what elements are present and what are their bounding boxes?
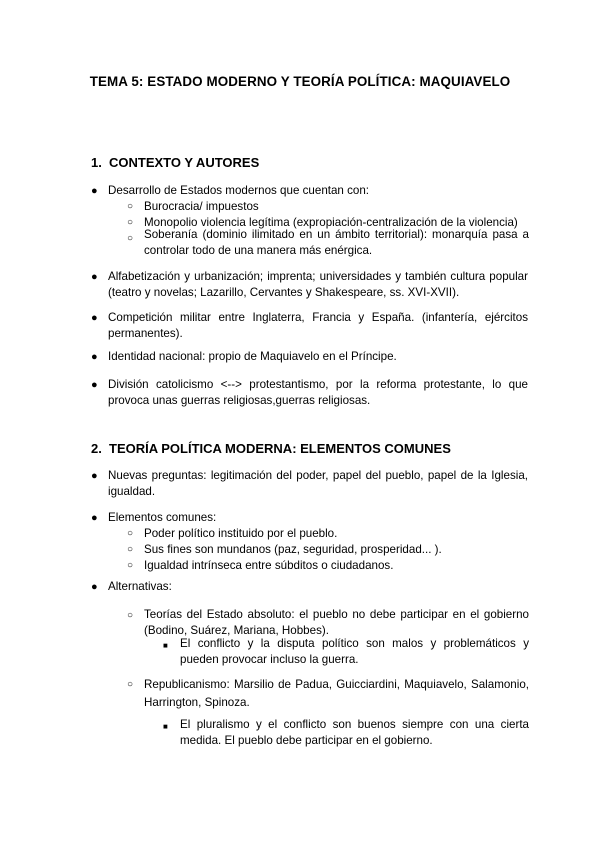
bullet-circle-icon: ○ xyxy=(127,528,134,539)
bullet-disc-icon: ● xyxy=(91,581,98,593)
section-2-title: TEORÍA POLÍTICA MODERNA: ELEMENTOS COMUNES xyxy=(109,441,451,456)
list-item: Alfabetización y urbanización; imprenta; universidades y también cultura popular (teatro y novelas; Lazarillo, Cervantes y Shakespeare, ss. XVI-XVII). xyxy=(108,270,528,299)
bullet-circle-icon: ○ xyxy=(127,679,134,690)
bullet-circle-icon: ○ xyxy=(127,201,134,212)
sub-sub-list-item: El conflicto y la disputa político son malos y problemáticos y pueden provocar incluso la guerra. xyxy=(180,637,529,666)
bullet-disc-icon: ● xyxy=(91,512,98,524)
section-2-heading xyxy=(91,441,451,457)
bullet-disc-icon: ● xyxy=(91,379,98,391)
bullet-disc-icon: ● xyxy=(91,271,98,283)
bullet-disc-icon: ● xyxy=(91,470,98,482)
bullet-circle-icon: ○ xyxy=(127,610,134,621)
sub-list-item: Teorías del Estado absoluto: el pueblo no debe participar en el gobierno (Bodino, Suárez, Mariana, Hobbes). xyxy=(144,608,529,637)
section-2-number: 2. xyxy=(91,441,102,456)
bullet-disc-icon: ● xyxy=(91,312,98,324)
bullet-disc-icon: ● xyxy=(91,351,98,363)
bullet-square-icon: ■ xyxy=(163,641,168,650)
list-item: Elementos comunes: xyxy=(108,511,217,524)
list-item: Alternativas: xyxy=(108,580,172,593)
bullet-circle-icon: ○ xyxy=(127,233,134,244)
bullet-square-icon: ■ xyxy=(163,722,168,731)
document-title: TEMA 5: ESTADO MODERNO Y TEORÍA POLÍTICA: MAQUIAVELO xyxy=(89,74,511,89)
bullet-circle-icon: ○ xyxy=(127,217,134,228)
list-item: Identidad nacional: propio de Maquiavelo en el Príncipe. xyxy=(108,350,397,363)
sub-list-item: Igualdad intrínseca entre súbditos o ciudadanos. xyxy=(144,559,394,572)
list-item: Desarrollo de Estados modernos que cuentan con: xyxy=(108,184,370,197)
list-item: Competición militar entre Inglaterra, Francia y España. (infantería, ejércitos permanentes). xyxy=(108,311,528,340)
sub-list-item: Monopolio violencia legítima (expropiación-centralización de la violencia) xyxy=(144,216,518,229)
sub-list-item: Republicanismo: Marsilio de Padua, Guicciardini, Maquiavelo, Salamonio, Harrington, Spinoza. xyxy=(144,678,529,709)
list-item: División catolicismo <--> protestantismo, por la reforma protestante, lo que provoca unas guerras religiosas,guerras religiosas. xyxy=(108,378,528,407)
section-1-title: CONTEXTO Y AUTORES xyxy=(109,155,260,170)
sub-list-item: Burocracia/ impuestos xyxy=(144,200,259,213)
sub-sub-list-item: El pluralismo y el conflicto son buenos siempre con una cierta medida. El pueblo debe participar en el gobierno. xyxy=(180,718,529,747)
sub-list-item: Sus fines son mundanos (paz, seguridad, prosperidad... ). xyxy=(144,543,442,556)
section-1-number: 1. xyxy=(91,155,102,170)
section-1-heading xyxy=(91,155,259,171)
sub-list-item: Poder político instituido por el pueblo. xyxy=(144,527,338,540)
bullet-disc-icon: ● xyxy=(91,185,98,197)
bullet-circle-icon: ○ xyxy=(127,544,134,555)
bullet-circle-icon: ○ xyxy=(127,560,134,571)
sub-list-item: Soberanía (dominio ilimitado en un ámbito territorial): monarquía pasa a controlar todo de una manera más enérgica. xyxy=(144,228,529,257)
list-item: Nuevas preguntas: legitimación del poder, papel del pueblo, papel de la Iglesia, igualdad. xyxy=(108,469,528,498)
